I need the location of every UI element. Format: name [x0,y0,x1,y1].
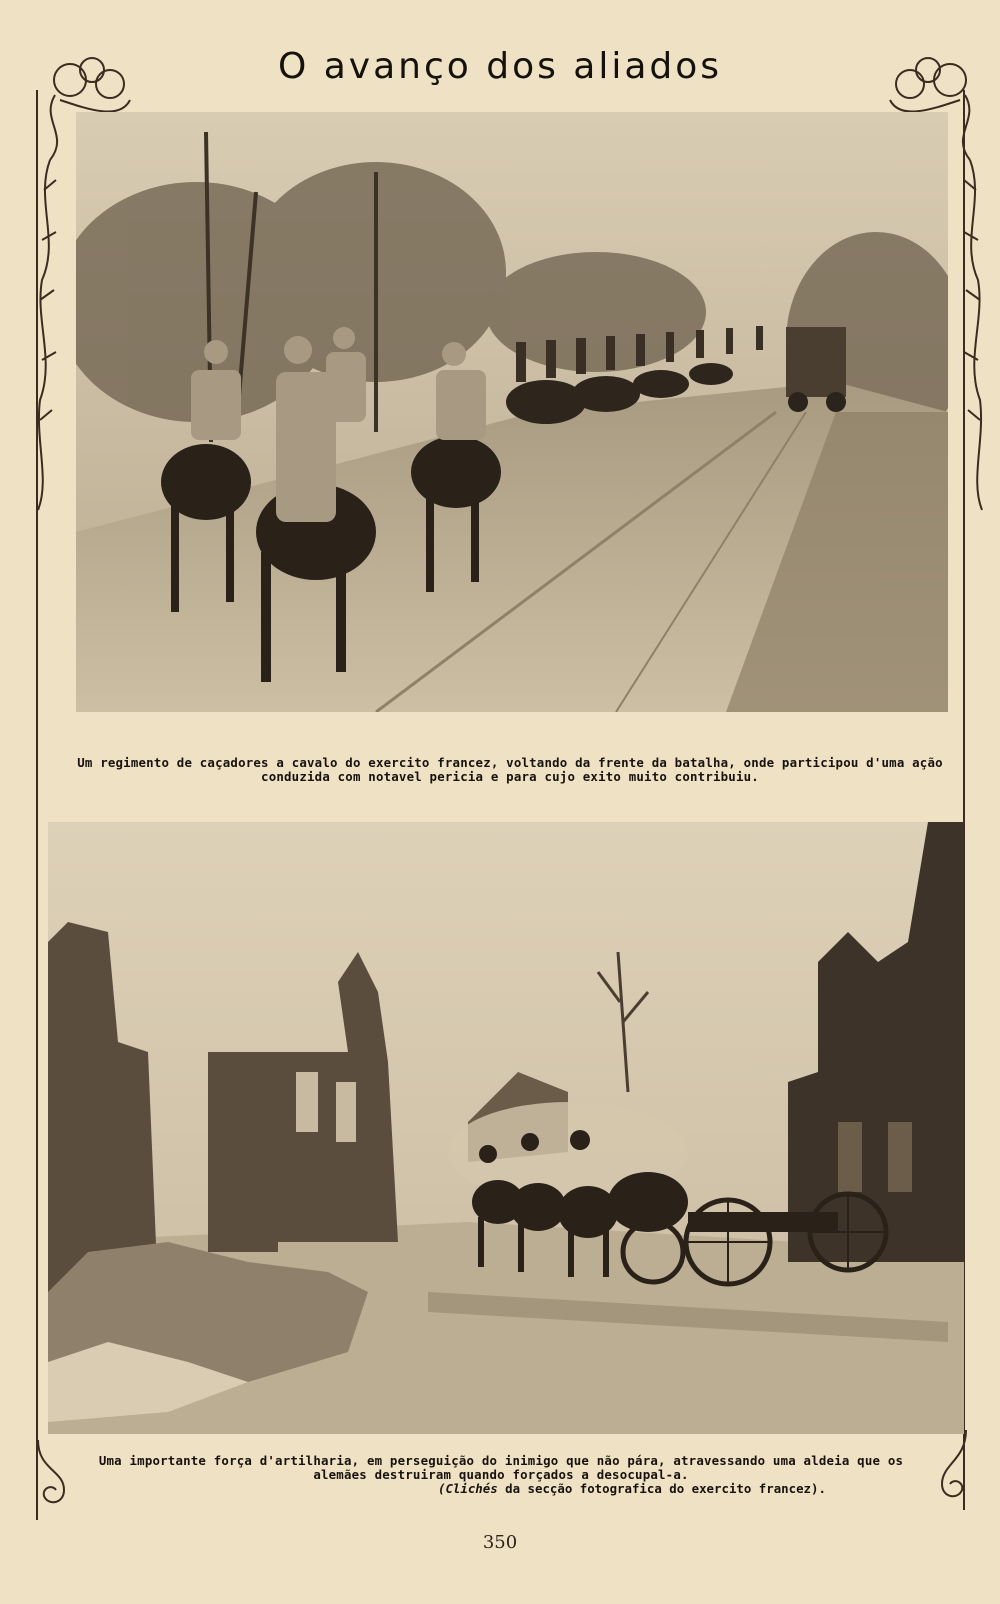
photo-credit-rest: da secção fotografica do exercito francez). [497,1481,826,1496]
bottom-left-scroll-ornament [34,1440,78,1510]
page-number: 350 [482,1532,518,1553]
caption-photo-1: Um regimento de caçadores a cavalo do exercito francez, voltando da frente da batalha, onde participou d'uma ação conduzida com notavel pericia e para cujo exito muito contribuiu. [77,755,943,784]
page-title: O avanço dos aliados [277,46,723,87]
photo-credit-italic: (Clichés [438,1481,498,1496]
bottom-right-scroll-ornament [936,1430,980,1510]
photo-cavalry-regiment [76,112,948,712]
caption-photo-2: Uma importante força d'artilharia, em perseguição do inimigo que não pára, atravessando uma aldeia que os alemães destruiram quando forçados a desocupal-a. [98,1453,904,1482]
photo-artillery-village [48,822,964,1434]
photo-credit [438,1482,858,1496]
